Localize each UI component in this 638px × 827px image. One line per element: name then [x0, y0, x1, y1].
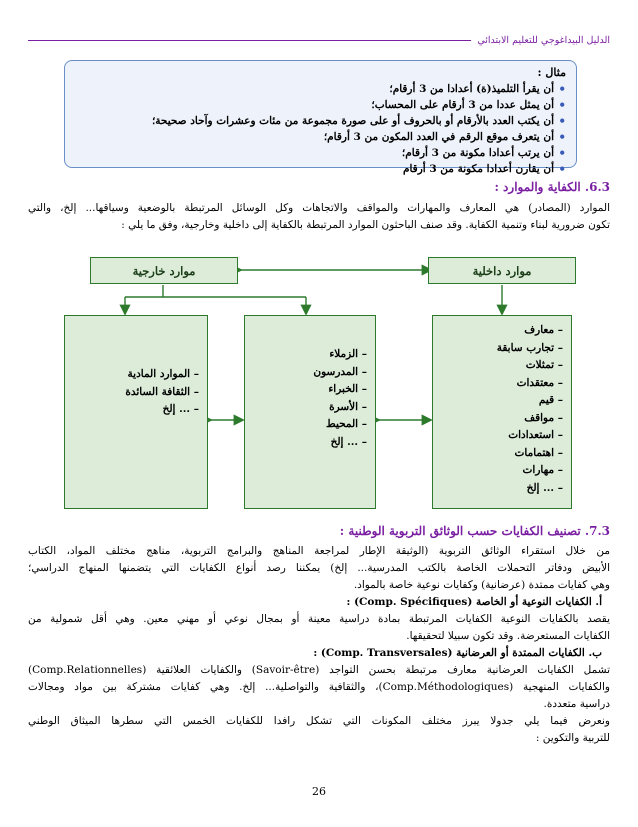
example-label: مثال :: [537, 66, 566, 79]
human-resource-item: – الأسرة: [251, 399, 367, 417]
internal-resource-item: – استعدادات: [439, 427, 563, 445]
subsection-b-title: ب. الكفايات الممتدة أو العرضانية (Comp. Transversales) :: [313, 647, 602, 659]
subsection-a-title: أ. الكفايات النوعية أو الخاصة (Comp. Spécifiques) :: [346, 596, 602, 608]
internal-resource-item: – معتقدات: [439, 375, 563, 393]
paragraph-line: الموارد (المصادر) هي المعارف والمهارات والمواقف والاتجاهات وكل الوسائل المرتبطة بالوضعية وسياقها... إلخ، والتي: [28, 202, 610, 214]
internal-resource-item: – ... إلخ: [439, 480, 563, 498]
paragraph-line: وهي كفايات ممتدة (عرضانية) وكفايات نوعية خاصة بالمواد.: [353, 579, 610, 591]
section-title-6-3: 6.3. الكفاية والموارد :: [494, 180, 610, 194]
material-resource-item: – الثقافة السائدة: [71, 384, 199, 402]
internal-resources-header: موارد داخلية: [428, 257, 576, 284]
paragraph-line: ونعرض فيما يلي جدولا يبرز مختلف المكونات التي تشكل رافدا للكفايات الخمس التي سطرها الميثاق الوطني: [28, 715, 610, 727]
paragraph-line: تشمل الكفايات العرضانية معارف مرتبطة بحسن التواجد (Savoir-être) والكفايات العلائقية (Comp.Relationnelles): [28, 664, 610, 676]
example-item: • أن يقرأ التلميذ(ة) أعدادا من 3 أرقام؛: [75, 81, 554, 97]
resources-diagram: [60, 245, 580, 520]
human-resources-box: [244, 315, 376, 509]
internal-resource-item: – اهتمامات: [439, 445, 563, 463]
human-resource-item: – المدرسون: [251, 364, 367, 382]
paragraph-line: والكفايات المنهجية (Comp.Méthodologiques)، والثقافية والتواصلية... إلخ. وهي كفايات مشتركة بين مواد ومجالات: [28, 681, 610, 693]
example-item: • أن يقارن أعدادا مكونة من 3 أرقام: [75, 161, 554, 177]
material-resources-list: [71, 366, 199, 419]
human-resource-item: – ... إلخ: [251, 434, 367, 452]
running-header: [28, 34, 610, 46]
section-6-3-paragraph: [28, 200, 610, 234]
header-rule: [28, 40, 471, 41]
paragraph-line: الكفايات المستعرضة. وقد تكون سبيلا لتحقيقها.: [406, 630, 610, 642]
paragraph-line: يقصد بالكفايات النوعية الكفايات المرتبطة بمادة دراسية معينة أو بمجال نوعي أو مهني معين. وهي أقل شمولية من: [28, 613, 610, 625]
internal-resource-item: – قيم: [439, 392, 563, 410]
example-box: [64, 60, 577, 175]
material-resource-item: – ... إلخ: [71, 401, 199, 419]
internal-resource-item: – تمثلات: [439, 357, 563, 375]
section-7-3-intro: [28, 543, 610, 747]
section-title-7-3: 7.3. تصنيف الكفايات حسب الوثائق التربوية الوطنية :: [339, 524, 610, 538]
internal-resources-box: [432, 315, 572, 509]
internal-resource-item: – مهارات: [439, 462, 563, 480]
example-item: • أن يمثل عددا من 3 أرقام على المحساب؛: [75, 97, 554, 113]
example-list: [75, 81, 566, 177]
human-resource-item: – المحيط: [251, 416, 367, 434]
paragraph-line: دراسية متعددة.: [543, 698, 610, 710]
example-item: • أن يرتب أعدادا مكونة من 3 أرقام؛: [75, 145, 554, 161]
internal-resources-list: [439, 322, 563, 497]
human-resource-item: – الخبراء: [251, 381, 367, 399]
external-resources-header: موارد خارجية: [90, 257, 238, 284]
example-item: • أن يتعرف موقع الرقم في العدد المكون من 3 أرقام؛: [75, 129, 554, 145]
paragraph-line: الأبيض ودفاتر التحملات الخاصة بالكتب المدرسية... إلخ) يمكننا رصد أنواع الكفايات التي يتضمنها المنهاج الدراسي؛: [28, 562, 610, 574]
material-resource-item: – الموارد المادية: [71, 366, 199, 384]
running-header-title: الدليل البيداغوجي للتعليم الابتدائي: [477, 34, 610, 46]
paragraph-line: للتربية والتكوين :: [535, 732, 610, 744]
material-resources-box: [64, 315, 208, 509]
human-resources-list: [251, 346, 367, 451]
internal-resource-item: – مواقف: [439, 410, 563, 428]
paragraph-line: من خلال استقراء الوثائق التربوية (الوثيقة الإطار لمراجعة المناهج والبرامج التربوية، مناهج مختلف المواد، الكتاب: [28, 545, 610, 557]
page-number: 26: [312, 785, 326, 798]
paragraph-line: تكون ضرورية لبناء وتنمية الكفاية. وقد صنف الباحثون الموارد المرتبطة بالكفاية إلى داخلية وخارجية، وفق ما يلي :: [121, 219, 610, 231]
example-item: • أن يكتب العدد بالأرقام أو بالحروف أو على صورة مجموعة من مئات وعشرات وآحاد صحيحة؛: [75, 113, 554, 129]
internal-resource-item: – تجارب سابقة: [439, 340, 563, 358]
internal-resource-item: – معارف: [439, 322, 563, 340]
human-resource-item: – الزملاء: [251, 346, 367, 364]
